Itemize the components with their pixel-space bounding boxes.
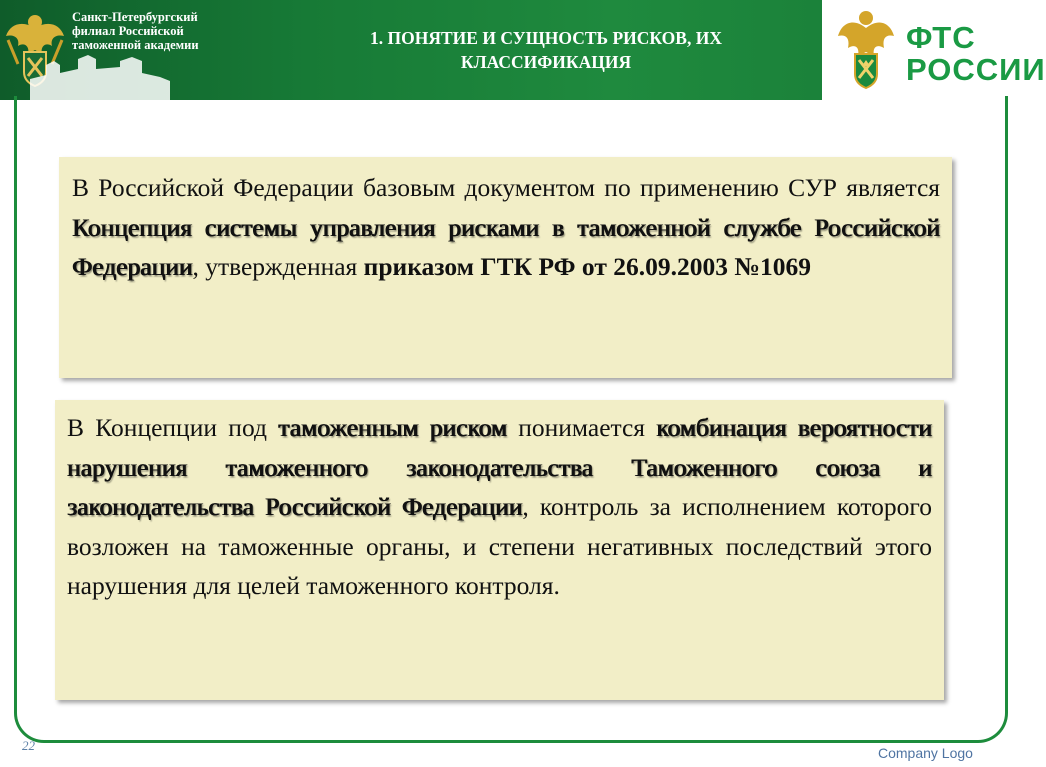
page-number: 22 — [22, 738, 35, 753]
academy-line-3: таможенной академии — [72, 38, 199, 52]
fts-logo-line-2: РОССИИ — [906, 52, 1046, 87]
building-silhouette-icon — [30, 55, 170, 100]
concept-title-emphasis: Концепция системы управления рисками в таможенной службе Российской Федерации — [72, 212, 940, 281]
box2-text-2: понимается — [506, 413, 657, 442]
company-logo-text: Company Logo — [878, 745, 973, 761]
academy-line-1: Санкт-Петербургский — [72, 10, 198, 24]
slide-title-line-2: КЛАССИФИКАЦИЯ — [460, 52, 632, 72]
order-reference: приказом ГТК РФ от 26.09.2003 №1069 — [363, 252, 811, 281]
customs-risk-term: таможенным риском — [278, 413, 507, 442]
customs-risk-definition-box — [55, 400, 944, 700]
box2-text-1: В Концепции под — [67, 413, 279, 442]
box1-text-1: В Российской Федерации базовым документом по применению СУР является — [72, 173, 940, 202]
risk-combination-emphasis: комбинация вероятности нарушения таможенного законодательства Таможенного союза и законодательства Российской Федерации — [67, 413, 932, 521]
concept-document-box — [59, 157, 952, 378]
fts-logo-line-1: ФТС — [906, 20, 976, 55]
box2-text-3: , контроль за исполнением которого возложен на таможенные органы, и степени негативных последствий этого нарушения для целей таможенного контроля. — [67, 492, 932, 600]
slide-header — [0, 0, 1046, 100]
academy-line-2: филиал Российской — [72, 24, 184, 38]
fts-eagle-emblem-icon — [836, 6, 896, 94]
slide-title-line-1: 1. ПОНЯТИЕ И СУЩНОСТЬ РИСКОВ, ИХ — [370, 28, 722, 48]
box1-text-2: , утвержденная — [192, 252, 364, 281]
fts-logo — [822, 0, 1046, 100]
slide-title — [272, 6, 820, 94]
fts-logo-text — [906, 22, 1046, 86]
academy-name — [72, 10, 272, 52]
